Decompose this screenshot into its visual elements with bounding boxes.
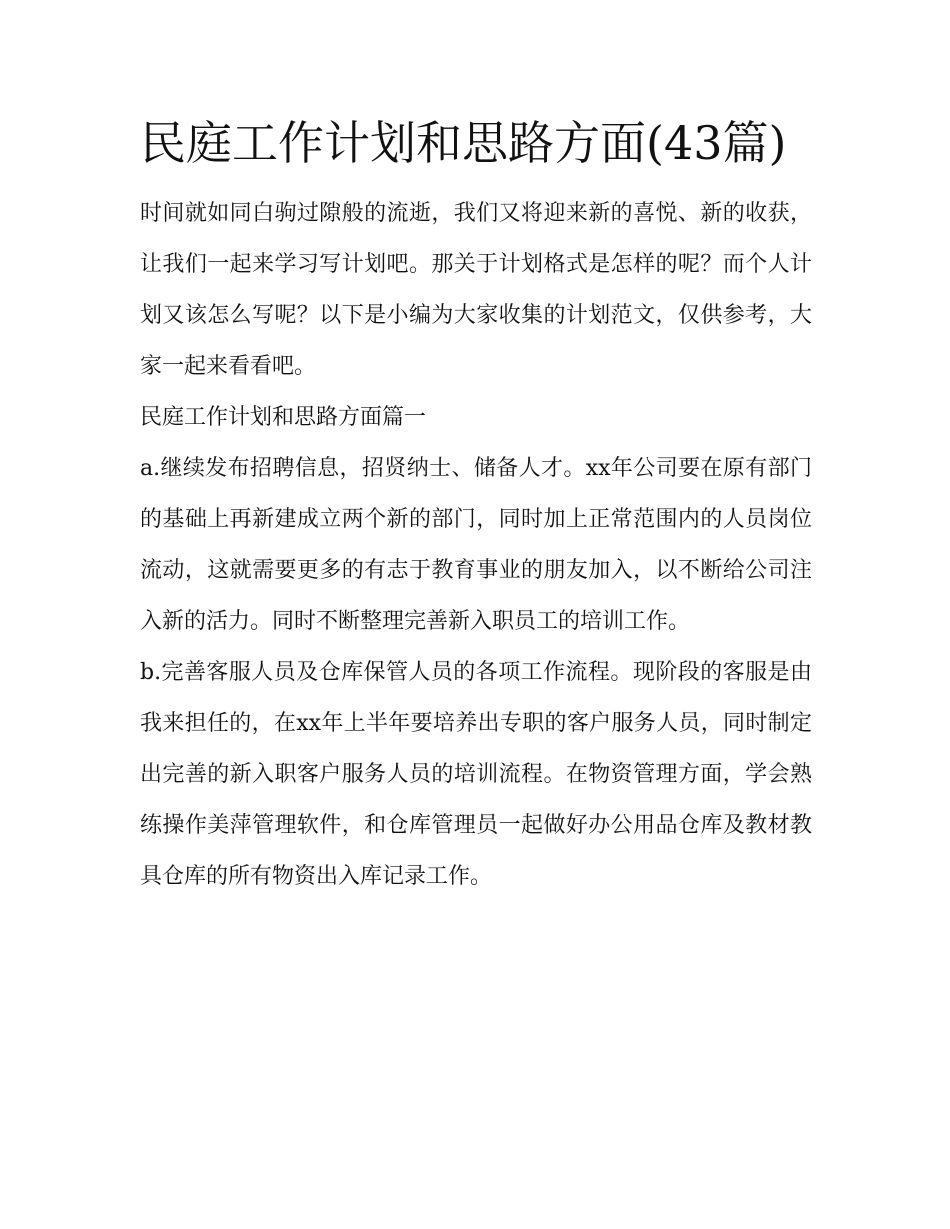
intro-paragraph: 时间就如同白驹过隙般的流逝，我们又将迎来新的喜悦、新的收获，让我们一起来学习写计划吧。那关于计划格式是怎样的呢？而个人计划又该怎么写呢？以下是小编为大家收集的计划范文，仅供参考，大家一起来看看吧。 <box>140 201 812 379</box>
document-body <box>140 112 812 902</box>
paragraph-b: b.完善客服人员及仓库保管人员的各项工作流程。现阶段的客服是由我来担任的，在xx年上半年要培养出专职的客户服务人员，同时制定出完善的新入职客户服务人员的培训流程。在物资管理方面，学会熟练操作美萍管理软件，和仓库管理员一起做好办公用品仓库及教材教具仓库的所有物资出入库记录工作。 <box>140 660 812 889</box>
section-heading: 民庭工作计划和思路方面篇一 <box>140 405 427 430</box>
paragraph-a: a.继续发布招聘信息，招贤纳士、储备人才。xx年公司要在原有部门的基础上再新建成立两个新的部门，同时加上正常范围内的人员岗位流动，这就需要更多的有志于教育事业的朋友加入，以不断给公司注入新的活力。同时不断整理完善新入职员工的培训工作。 <box>140 456 812 634</box>
document-title: 民庭工作计划和思路方面(43篇) <box>140 116 787 170</box>
